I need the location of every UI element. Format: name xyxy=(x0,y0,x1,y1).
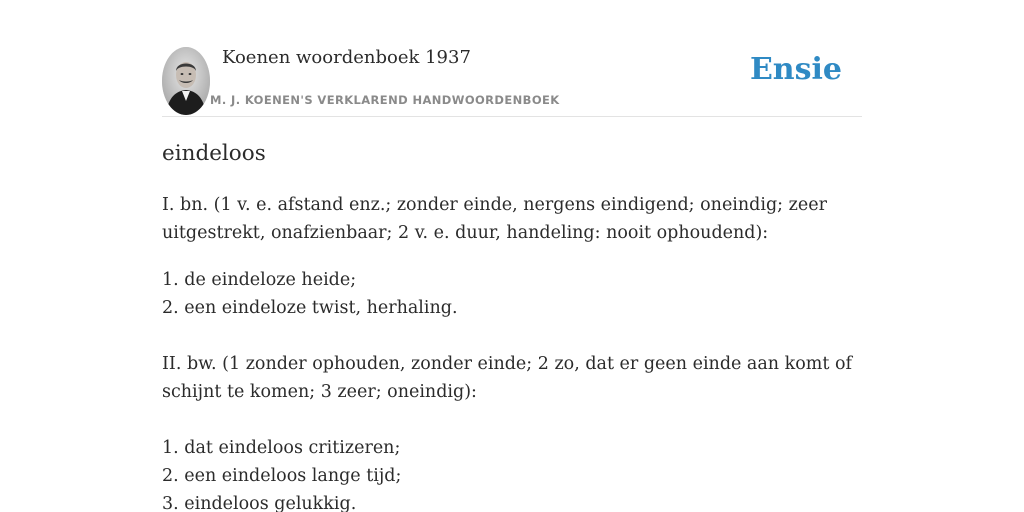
portrait-image xyxy=(162,47,210,115)
section-1-example: 2. een eindeloze twist, herhaling. xyxy=(162,298,458,318)
book-subtitle: M. J. KOENEN'S VERKLAREND HANDWOORDENBOEK xyxy=(210,93,560,107)
section-1-example: 1. de eindeloze heide; xyxy=(162,270,357,290)
book-title: Koenen woordenboek 1937 xyxy=(222,47,471,68)
section-2-example: 1. dat eindeloos critizeren; xyxy=(162,438,401,458)
ensie-logo-link[interactable]: Ensie xyxy=(749,52,842,87)
spacer xyxy=(162,247,862,266)
dictionary-header xyxy=(162,46,862,117)
spacer xyxy=(162,406,862,434)
author-portrait-avatar xyxy=(162,47,210,115)
entry-content xyxy=(162,140,862,512)
section-2-example: 2. een eindeloos lange tijd; xyxy=(162,466,402,486)
entry-headword: eindeloos xyxy=(162,141,266,166)
spacer xyxy=(162,322,862,350)
section-2-example: 3. eindeloos gelukkig. xyxy=(162,494,357,512)
section-2-definition: II. bw. (1 zonder ophouden, zonder einde; 2 zo, dat er geen einde aan komt of schijnt te komen; 3 zeer; oneindig): xyxy=(162,354,852,402)
section-1-definition: I. bn. (1 v. e. afstand enz.; zonder einde, nergens eindigend; oneindig; zeer uitgestrekt, onafzienbaar; 2 v. e. duur, handeling: nooit ophoudend): xyxy=(162,195,827,243)
